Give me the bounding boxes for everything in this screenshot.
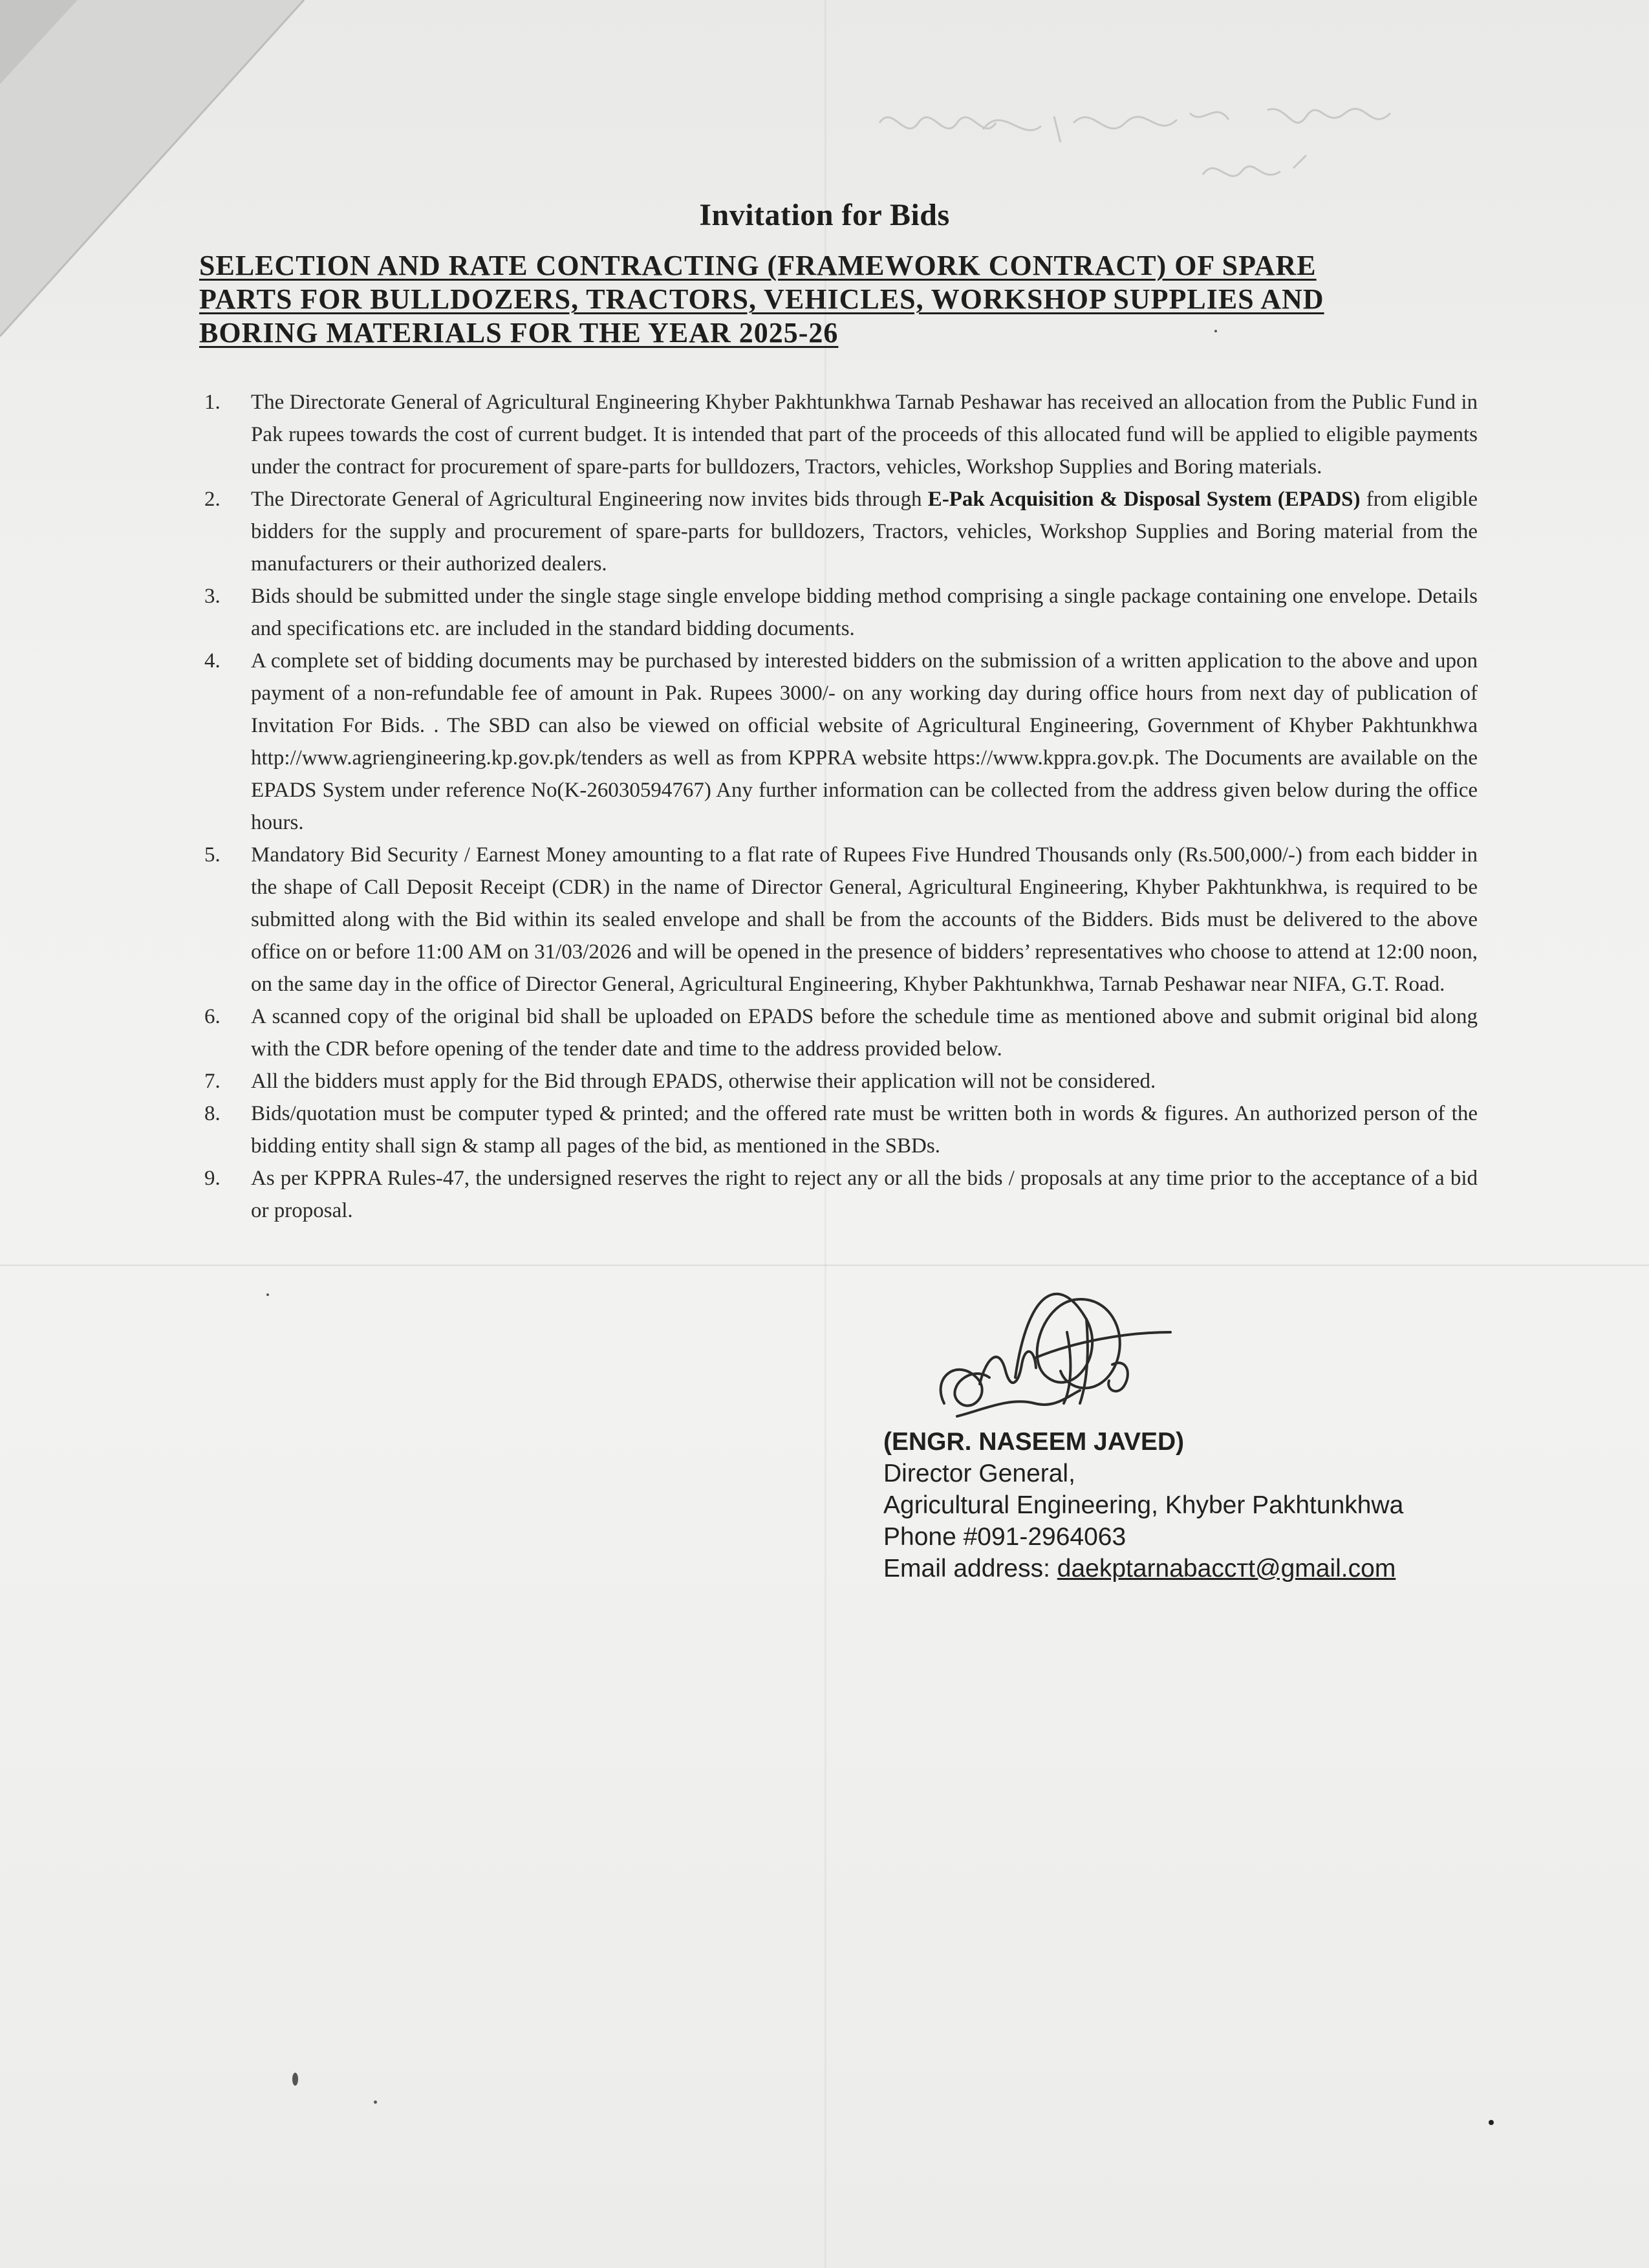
clause-text: As per KPPRA Rules-47, the undersigned reserves the right to reject any or all the bids / proposals at any time prior to the acceptance of a bid or proposal. <box>251 1167 1478 1222</box>
subtitle-line: PARTS FOR BULLDOZERS, TRACTORS, VEHICLES, WORKSHOP SUPPLIES AND <box>199 283 1324 315</box>
clause-item <box>194 839 1478 1000</box>
subtitle-line: SELECTION AND RATE CONTRACTING (FRAMEWORK CONTRACT) OF SPARE <box>199 250 1317 281</box>
signatory-block <box>883 1426 1530 1584</box>
document-subtitle <box>199 249 1476 350</box>
subtitle-line: BORING MATERIALS FOR THE YEAR 2025-26 <box>199 317 839 349</box>
clause-number: 5. <box>204 843 221 867</box>
clause-number: 9. <box>204 1167 221 1190</box>
clause-number: 7. <box>204 1070 221 1093</box>
clause-text: A complete set of bidding documents may be purchased by interested bidders on the submission of a written application to the above and upon payment of a non-refundable fee of amount in Pak. Rupees 3000/- on any working day during office hours from next day of publication of Invitation For Bids. . The SBD can also be viewed on official website of Agricultural Engineering, Government of Khyber Pakhtunkhwa http://www.agriengineering.kp.gov.pk/tenders as well as from KPPRA website https://www.kppra.gov.pk. The Documents are available on the EPADS System under reference No(K-26030594767) Any further information can be collected from the address given below during the office hours. <box>251 649 1478 834</box>
clause-number: 2. <box>204 488 221 511</box>
paper-speck <box>292 2073 298 2086</box>
clause-item <box>194 1000 1478 1065</box>
clause-text: from eligible bidders for the supply and procurement of spare-parts for bulldozers, Tractors, vehicles, Workshop Supplies and Boring material from the manufacturers or their authorized dealers. <box>251 488 1478 576</box>
clause-number: 6. <box>204 1005 221 1028</box>
clause-text: Bids/quotation must be computer typed & printed; and the offered rate must be written both in words & figures. An authorized person of the bidding entity shall sign & stamp all pages of the bid, as mentioned in the SBDs. <box>251 1102 1478 1158</box>
paper-speck <box>1489 2120 1494 2125</box>
clause-text: Bids should be submitted under the single stage single envelope bidding method comprising a single package containing one envelope. Details and specifications etc. are included in the standard bidding documents. <box>251 585 1478 640</box>
clause-number: 4. <box>204 649 221 673</box>
email-link[interactable]: daekptarnabaccтt@gmail.com <box>1057 1555 1396 1582</box>
clause-text: The Directorate General of Agricultural Engineering now invites bids through <box>251 488 928 511</box>
clause-item <box>194 386 1478 483</box>
paper-speck <box>266 1293 269 1296</box>
signatory-email-line <box>883 1553 1530 1584</box>
clause-text: The Directorate General of Agricultural Engineering Khyber Pakhtunkhwa Tarnab Peshawar has received an allocation from the Public Fund in Pak rupees towards the cost of current budget. It is intended that part of the proceeds of this allocated fund will be applied to eligible payments under the contract for procurement of spare-parts for bulldozers, Tractors, vehicles, Workshop Supplies and Boring materials. <box>251 391 1478 479</box>
paper-speck <box>1214 330 1217 332</box>
clause-text: All the bidders must apply for the Bid through EPADS, otherwise their application will not be considered. <box>251 1070 1156 1093</box>
document-title: Invitation for Bids <box>699 198 950 232</box>
clause-bold-text: E-Pak Acquisition & Disposal System (EPADS) <box>927 488 1361 511</box>
paper-speck <box>374 2101 377 2104</box>
email-label: Email address: <box>883 1555 1057 1582</box>
clause-item <box>194 1065 1478 1097</box>
clause-item <box>194 580 1478 645</box>
signatory-phone: Phone #091-2964063 <box>883 1523 1126 1551</box>
clause-text: A scanned copy of the original bid shall be uploaded on EPADS before the schedule time as mentioned above and submit original bid along with the CDR before opening of the tender date and time to the address provided below. <box>251 1005 1478 1061</box>
signatory-name: (ENGR. NASEEM JAVED) <box>883 1428 1185 1456</box>
clause-number: 1. <box>204 391 221 414</box>
clause-text: Mandatory Bid Security / Earnest Money amounting to a flat rate of Rupees Five Hundred Thousands only (Rs.500,000/-) from each bidder in the shape of Call Deposit Receipt (CDR) in the name of Director General, Agricultural Engineering, Khyber Pakhtunkhwa, is required to be submitted along with the Bid within its sealed envelope and shall be from the accounts of the Bidders. Bids must be delivered to the above office on or before 11:00 AM on 31/03/2026 and will be opened in the presence of bidders’ representatives who choose to attend at 12:00 noon, on the same day in the office of Director General, Agricultural Engineering, Khyber Pakhtunkhwa, Tarnab Peshawar near NIFA, G.T. Road. <box>251 843 1478 996</box>
clause-item <box>194 1097 1478 1162</box>
clause-list <box>194 386 1478 1227</box>
clause-item <box>194 483 1478 580</box>
clause-item <box>194 1162 1478 1227</box>
signatory-organization: Agricultural Engineering, Khyber Pakhtunkhwa <box>883 1491 1404 1519</box>
clause-item <box>194 645 1478 839</box>
clause-number: 3. <box>204 585 221 608</box>
signatory-designation: Director General, <box>883 1460 1075 1487</box>
handwritten-note <box>841 84 1487 213</box>
clause-number: 8. <box>204 1102 221 1125</box>
signature-mark <box>918 1255 1190 1449</box>
